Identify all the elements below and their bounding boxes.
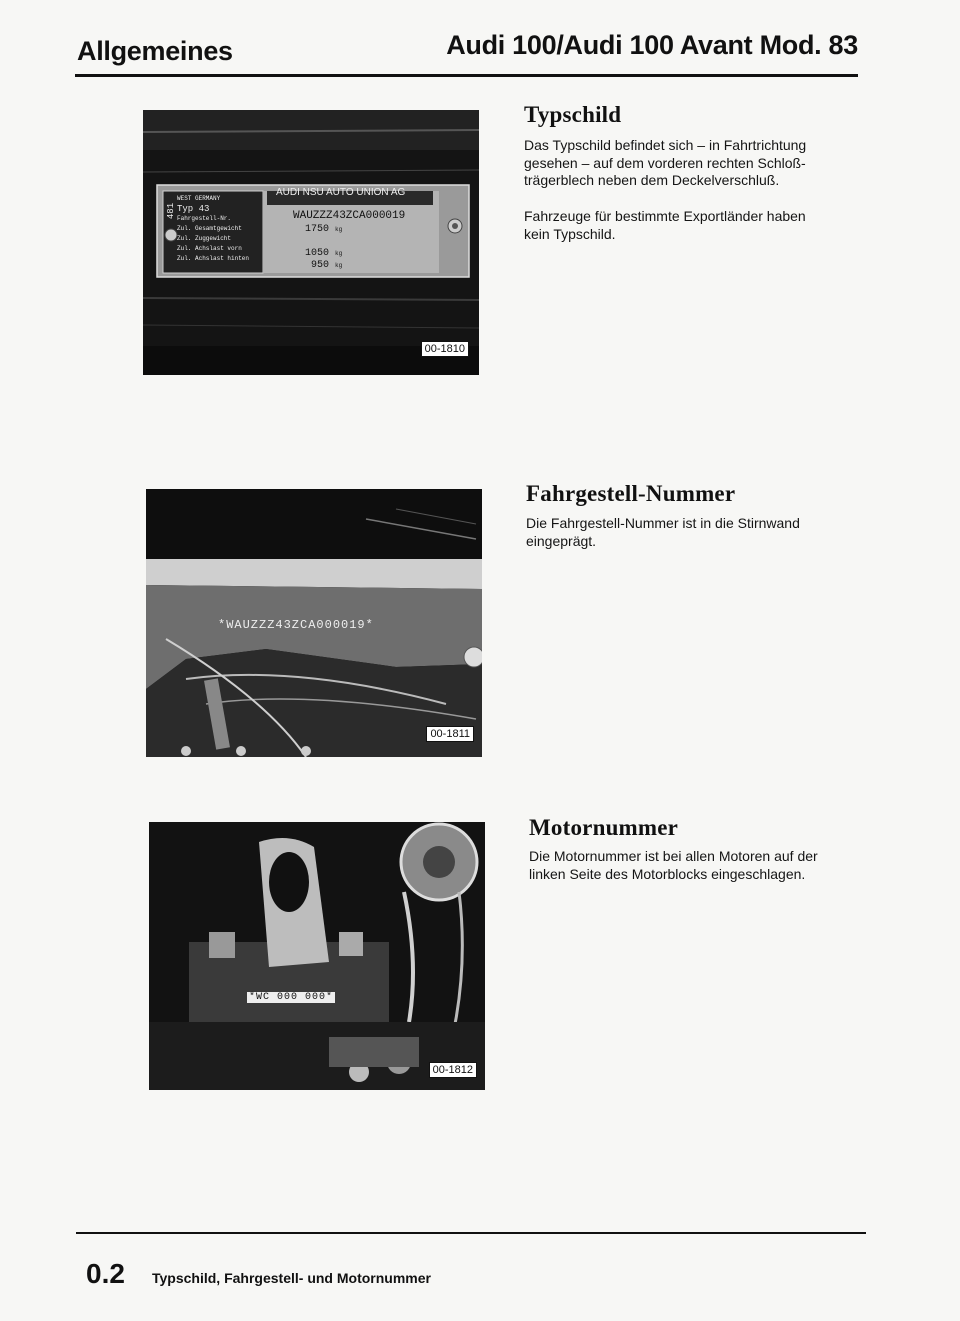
plate-line-tow: Zul. Zuggewicht bbox=[177, 235, 232, 242]
plate-gross-unit: kg bbox=[335, 226, 343, 233]
plate-front-value: 1050 bbox=[305, 248, 330, 259]
plate-rear-unit: kg bbox=[335, 262, 343, 269]
page-number: 0.2 bbox=[86, 1258, 125, 1289]
plate-side-code: 481 bbox=[166, 202, 177, 220]
engine-stamp: *WC 000 000* bbox=[249, 992, 334, 1003]
footer-caption: Typschild, Fahrgestell- und Motornummer bbox=[152, 1270, 431, 1286]
plate-rear-value: 950 bbox=[311, 260, 330, 271]
plate-gross-weight bbox=[305, 224, 342, 235]
chassis-number-photo bbox=[146, 489, 482, 757]
plate-front-unit: kg bbox=[335, 250, 343, 257]
title-typschild: Typschild bbox=[524, 102, 622, 127]
header-rule bbox=[75, 74, 858, 77]
plate-line-gross: Zul. Gesamtgewicht bbox=[177, 225, 242, 232]
text-typschild-export: Fahrzeuge für bestimmte Exportländer haben kein Typschild. bbox=[524, 208, 806, 242]
plate-axle-rear bbox=[311, 260, 342, 271]
figure-label-1810: 00-1810 bbox=[421, 341, 469, 357]
type-plate-photo bbox=[143, 110, 479, 375]
plate-country: WEST GERMANY bbox=[177, 195, 221, 202]
plate-type: Typ 43 bbox=[177, 204, 210, 214]
figure-label-1812: 00-1812 bbox=[429, 1062, 477, 1078]
plate-line-rear: Zul. Achslast hinten bbox=[177, 255, 250, 262]
plate-vin: WAUZZZ43ZCA000019 bbox=[293, 210, 406, 222]
plate-maker: AUDI NSU AUTO UNION AG bbox=[276, 187, 406, 198]
title-motornummer: Motornummer bbox=[529, 815, 679, 840]
title-fahrgestell: Fahrgestell-Nummer bbox=[526, 481, 736, 506]
model-heading: Audi 100/Audi 100 Avant Mod. 83 bbox=[446, 30, 858, 60]
chassis-stamp: *WAUZZZ43ZCA000019* bbox=[218, 618, 374, 632]
plate-line-chassis: Fahrgestell-Nr. bbox=[177, 215, 232, 222]
engine-block-illustration bbox=[149, 822, 485, 1090]
plate-line-front: Zul. Achslast vorn bbox=[177, 245, 242, 252]
footer-rule bbox=[76, 1232, 866, 1234]
text-typschild-location: Das Typschild befindet sich – in Fahrtrichtung gesehen – auf dem vorderen rechten Schloß- trägerblech neben dem Deckelverschluß. bbox=[524, 137, 807, 188]
plate-left-lines bbox=[177, 194, 263, 264]
plate-gross-value: 1750 bbox=[305, 224, 330, 235]
engine-number-photo bbox=[149, 822, 485, 1090]
text-motornummer: Die Motornummer ist bei allen Motoren auf der linken Seite des Motorblocks eingeschlagen. bbox=[529, 848, 818, 882]
text-fahrgestell: Die Fahrgestell-Nummer ist in die Stirnwand eingeprägt. bbox=[526, 515, 800, 549]
plate-axle-front bbox=[305, 248, 342, 259]
section-heading: Allgemeines bbox=[77, 36, 233, 66]
figure-label-1811: 00-1811 bbox=[426, 726, 474, 742]
